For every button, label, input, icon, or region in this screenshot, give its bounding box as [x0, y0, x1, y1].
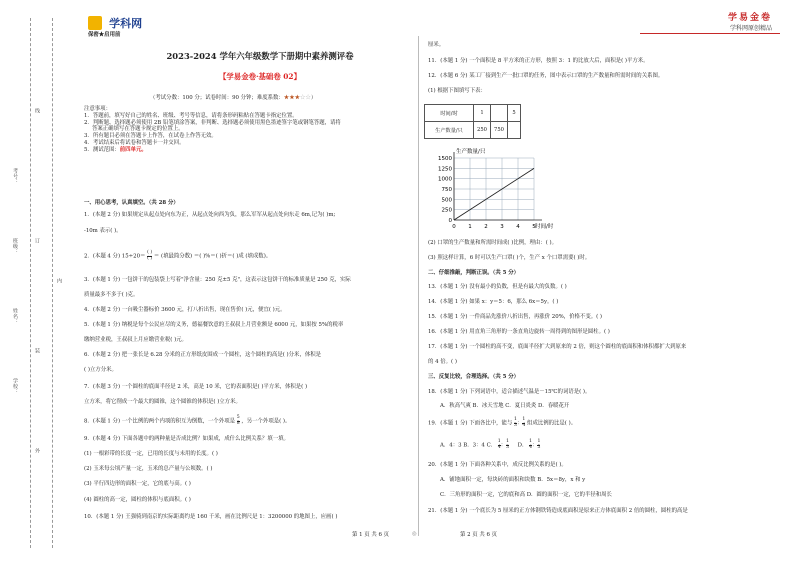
- q19-text-cont: 组成比例的比是( )。: [527, 420, 577, 427]
- x-tick-label: 0: [452, 224, 456, 230]
- q7-line1: 7．(本题 3 分) 一个圆柱的底面半径是 2 米，高是 10 米，它的表面积是( )平方米，体积是( ): [84, 384, 308, 390]
- production-table: [424, 104, 521, 139]
- inner-cut-line: [52, 18, 53, 548]
- q19-d-num-b: 1: [537, 439, 541, 444]
- exam-meta: [150, 95, 316, 102]
- star-icon: ★: [283, 95, 290, 101]
- q2-text: 2．(本题 4 分) 15÷20＝: [84, 253, 146, 260]
- table-cell: [508, 122, 521, 139]
- q9-item3: (3) 平行四边形的面积一定，它的底与高。( ): [84, 481, 191, 487]
- outer-cut-line: [30, 18, 31, 548]
- q3-line1: 3．(本题 1 分) 一包饼干的包装袋上写着"净含量：250 克±5 克"，这表示这包饼干的标准质量是 250 克，实际: [84, 277, 351, 283]
- y-tick-label: 1500: [438, 156, 452, 162]
- q19-frac-b: [522, 418, 525, 428]
- q19-c-den-a: 4: [497, 444, 501, 450]
- brand-title: 学易金卷: [727, 13, 772, 23]
- star-empty-icon: ☆: [305, 95, 311, 101]
- q9-item2: (2) 玉米每公顷产量一定，玉米的总产量与公顷数。( ): [84, 466, 213, 472]
- note-5-text: 5．测试范围：: [84, 146, 120, 153]
- y-tick-label: 500: [441, 197, 452, 204]
- note-2: 2．判断题、选择题必须使用 2B 铅笔填涂答案，非判断、选择题必须使用黑色墨迹签字笔或钢笔答题，请将: [84, 119, 341, 126]
- secret-label: 保密★启用前: [88, 32, 121, 38]
- y-tick-label: 1000: [438, 176, 452, 183]
- name-label: 姓名：: [12, 308, 18, 324]
- q8-text: 8．(本题 1 分) 一个比例的两个内项的积互为倒数，一个外项是: [84, 418, 235, 425]
- series-line: [454, 168, 534, 220]
- brand-subtitle: 学科网原创精品: [729, 25, 772, 32]
- note-2-cont: 答案正确填写在答题卡规定的位置上。: [92, 126, 184, 133]
- table-cell: [491, 105, 508, 122]
- q19-frac-a-den: 3: [514, 422, 517, 428]
- q20-line: 20．(本题 1 分) 下面各种关系中，成反比例关系的是( )。: [428, 462, 567, 468]
- x-tick-label: 3: [500, 224, 504, 230]
- table-cell: 5: [508, 105, 521, 122]
- q19-line: 19．(本题 1 分) 下面各比中，能与 $\frac{1}{3}$ ： $\frac{1}{4}$ 组成比例的比是( )。: [428, 417, 577, 428]
- x-tick-label: 4: [516, 224, 520, 230]
- difficulty-stars: [284, 95, 311, 101]
- star-icon: ★: [294, 95, 300, 101]
- q2-frac-den: ( ): [147, 255, 153, 261]
- q18-options: A．秋高气爽 B．冰天雪地 C．夏日炎炎 D．春暖花开: [440, 403, 570, 409]
- q19-text: 19．(本题 1 分) 下面各比中，能与: [428, 420, 513, 427]
- brand-rule: [640, 33, 780, 34]
- exam-number-label: 考号：: [12, 168, 18, 184]
- margin-tick-5: 内: [56, 278, 62, 284]
- binding-margin: [6, 18, 68, 548]
- y-tick-label: 750: [441, 187, 452, 193]
- school-label: 学校：: [12, 378, 18, 394]
- q19-c-num-b: 1: [506, 439, 510, 444]
- q8-text-cont: ，另一个外项是( )。: [241, 418, 291, 425]
- x-tick-label: 2: [484, 224, 488, 230]
- page-number-2: 第 2 页 共 6 页: [460, 532, 497, 538]
- q19-c-frac-b: [506, 440, 509, 450]
- note-4: 4．考试结束后将试卷和答题卡一并交回。: [84, 139, 185, 146]
- q19-d-frac-a: [529, 440, 532, 450]
- q12-line: 12．(本题 6 分) 某工厂接到生产一批口罩的任务，图中表示口罩的生产数量和所需时间的关系图。: [428, 73, 664, 79]
- production-chart: [424, 146, 554, 236]
- margin-tick-4: 外: [34, 448, 40, 454]
- q12-sub1: (1) 根据下图填写下表：: [428, 88, 486, 94]
- y-tick-label: 1250: [438, 166, 452, 173]
- class-label: 班级：: [12, 238, 18, 254]
- q9-item4: (4) 圆柱的高一定，圆柱的体积与底面积。( ): [84, 497, 191, 503]
- q19-options: A．4：3 B．3：4 C． $\frac{1}{4}$ ： $\frac{1}{3}$ D． $\frac{1}{4}$ ： $\frac{1}{3}$: [440, 439, 541, 450]
- column-divider: [418, 36, 419, 536]
- note-5: [84, 147, 341, 154]
- q1-line1: 1．(本题 2 分) 如果规定从起点处向东为正，从起点处向西为负，那么军军从起点处向东走 6m,记为( )m;: [84, 212, 336, 218]
- q19-c-den-b: 3: [506, 444, 510, 450]
- q2-frac-num: ( ): [147, 250, 153, 255]
- q11-line: 11．(本题 1 分) 一个面积是 8 平方米的正方形，按照 3：1 的比放大后，面积是( )平方米。: [428, 58, 649, 64]
- margin-tick-2: 订: [34, 238, 40, 244]
- q18-line: 18．(本题 1 分) 下列词语中，适合描述气温是－15℃的词语是( )。: [428, 389, 591, 395]
- chart-title: 生产数量/只: [456, 149, 486, 155]
- star-empty-icon: ☆: [300, 95, 306, 101]
- q19-d-den-a: 4: [529, 444, 533, 450]
- table-cell: 时间/时: [425, 105, 474, 122]
- q2-line: [84, 251, 271, 261]
- q2-fraction: [147, 251, 152, 261]
- q15-line: 15．(本题 1 分) 一件商品先涨价八折出售，再涨价 20%，价格不变。( ): [428, 314, 603, 320]
- note-5-scope: 前四单元。: [119, 146, 147, 153]
- q16-line: 16．(本题 1 分) 用直角三角形的一条直角边旋转一周得到的图形是圆柱。( ): [428, 329, 610, 335]
- x-axis-label: 时间/时: [535, 224, 554, 230]
- q8-frac-num: 5: [236, 415, 240, 420]
- q7-line2: 立方米，将它削成一个最大的圆锥，这个圆锥的体积是( )立方米。: [84, 399, 241, 405]
- y-tick-label: 250: [441, 207, 452, 214]
- page-number-1: 第 1 页 共 6 页: [352, 532, 389, 538]
- q19-frac-a-num: 1: [514, 417, 517, 422]
- logo-text: 学科网: [109, 16, 143, 30]
- note-1: 1．答题前，填写好自己的姓名、班级、考号等信息，请将条形码粘贴在答题卡指定位置。: [84, 112, 298, 119]
- y-tick-label: 0: [448, 218, 452, 224]
- q19-option-d: D．: [517, 442, 528, 449]
- q19-options-ab: A．4：3 B．3：4 C．: [440, 442, 497, 449]
- q19-c-num-a: 1: [497, 439, 501, 444]
- q1-line2: -10m 表示( )。: [84, 228, 122, 234]
- table-cell: 750: [491, 122, 508, 139]
- q19-d-frac-b: [537, 440, 540, 450]
- q19-frac-a: [514, 418, 517, 428]
- q20-options-cd: C．三角形的面积一定，它的底和高 D．圆的面积一定，它的半径和周长: [440, 492, 612, 498]
- q19-frac-b-num: 1: [522, 417, 526, 422]
- q10-line: 10．(本题 1 分) 王强骑到南京的实际距离约是 160 千米，画在比例尺是 1：3200000 的地图上，应画( ): [84, 514, 338, 520]
- q19-d-num-a: 1: [529, 439, 533, 444]
- exam-meta-end: ）: [310, 95, 317, 101]
- q8-line: [84, 416, 290, 426]
- exam-title: 2023-2024 学年六年级数学下册期中素养测评卷: [166, 51, 354, 61]
- q12-sub2: (2) 口罩的生产数量和所需时间成( )比例，理由：( )。: [428, 240, 558, 246]
- q8-fraction: [237, 416, 240, 426]
- q6-line2: ( )立方分米。: [84, 367, 117, 373]
- q19-frac-b-den: 4: [522, 422, 526, 428]
- margin-tick-3: 装: [34, 348, 40, 354]
- table-cell: 生产数量/只: [425, 122, 474, 139]
- q9-item1: (1) 一根彩带的长度一定，已用的长度与未用的长度。( ): [84, 451, 218, 457]
- q19-d-den-b: 3: [537, 444, 541, 450]
- q17-line1: 17．(本题 1 分) 一个圆柱的高不变，底面半径扩大到原来的 2 倍，则这个圆柱的底面积和体积都扩大到原来: [428, 344, 687, 350]
- q17-line2: 的 4 倍。( ): [428, 359, 457, 365]
- q8-frac-den: 8: [236, 420, 240, 426]
- section-1-heading: 一、用心思考，认真填空。（共 28 分）: [84, 200, 179, 206]
- binding-hole-icon: ◎: [412, 531, 417, 537]
- q20-options-ab: A．铺地面积一定，每块砖的面积和块数 B．5x＝8y，x 和 y: [440, 477, 586, 483]
- xkw-logo: [88, 12, 142, 31]
- exam-meta-text: （考试分数：100 分；试卷时间：90 分钟；难度系数：: [150, 95, 284, 101]
- logo-mark-icon: [88, 16, 102, 30]
- x-tick-label: 5: [532, 224, 536, 230]
- notes-heading: 注意事项：: [84, 106, 111, 112]
- section-2-heading: 二、仔细推敲，判断正误。（共 5 分）: [428, 270, 520, 276]
- q9-line: 9．(本题 4 分) 下面各题中的两种量是否成比例？如果成，成什么比例关系？填一填。: [84, 436, 289, 442]
- table-row: [425, 105, 521, 122]
- q21-line: 21．(本题 1 分) 一个底长为 5 厘米的正方体钢铁铸造成底面积是原来正方体底面积 2 倍的圆柱，圆柱的高是: [428, 508, 688, 514]
- q4-line: 4．(本题 2 分) 一台吸尘器标价 3600 元，打八折出售，现在售价( )元，便宜( )元。: [84, 307, 286, 313]
- exam-subtitle: 【学易金卷·基础卷 02】: [219, 72, 301, 81]
- q13-line: 13．(本题 1 分) 没有最小的负数，但是有最大的负数。( ): [428, 284, 567, 290]
- q3-line2: 质量最多不多于( )克。: [84, 292, 139, 298]
- q5-line2: 缴纳营业税，王叔叔上月应缴营业税( )元。: [84, 337, 187, 343]
- note-3: 3．所有题目必须在答题卡上作答，在试卷上作答无效。: [84, 133, 217, 139]
- q12-sub3: (3) 照这样计算，6 时可以生产口罩( )个，生产 x 个口罩需要( )时。: [428, 255, 591, 261]
- q19-c-frac-a: [498, 440, 501, 450]
- notes: [84, 106, 341, 153]
- q10-cont: 厘米。: [428, 42, 445, 48]
- section-3-heading: 三、反复比较，合理选择。（共 5 分）: [428, 374, 520, 380]
- q2-text-cont: ＝ (填最简分数) ＝( )%＝( )折＝( )成 (填成数)。: [153, 253, 272, 260]
- q14-line: 14．(本题 1 分) 如果 x：y＝5：6，那么 6x＝5y。( ): [428, 299, 559, 305]
- star-icon: ★: [289, 95, 295, 101]
- brand-block: [728, 10, 772, 32]
- table-cell: 250: [474, 122, 491, 139]
- q5-line1: 5．(本题 1 分) 纳税是每个公民应尽的义务，德福餐饮意的王叔叔上月营业额是 6000 元，如果按 5%的税率: [84, 322, 344, 328]
- q6-line1: 6．(本题 2 分) 把一张长是 6.28 分米的正方形纸皮围成一个圆柱，这个圆柱的高是( )分米，体积是: [84, 352, 322, 358]
- table-cell: 1: [474, 105, 491, 122]
- x-tick-label: 1: [468, 224, 472, 230]
- margin-tick-1: 线: [34, 108, 40, 114]
- table-row: [425, 122, 521, 139]
